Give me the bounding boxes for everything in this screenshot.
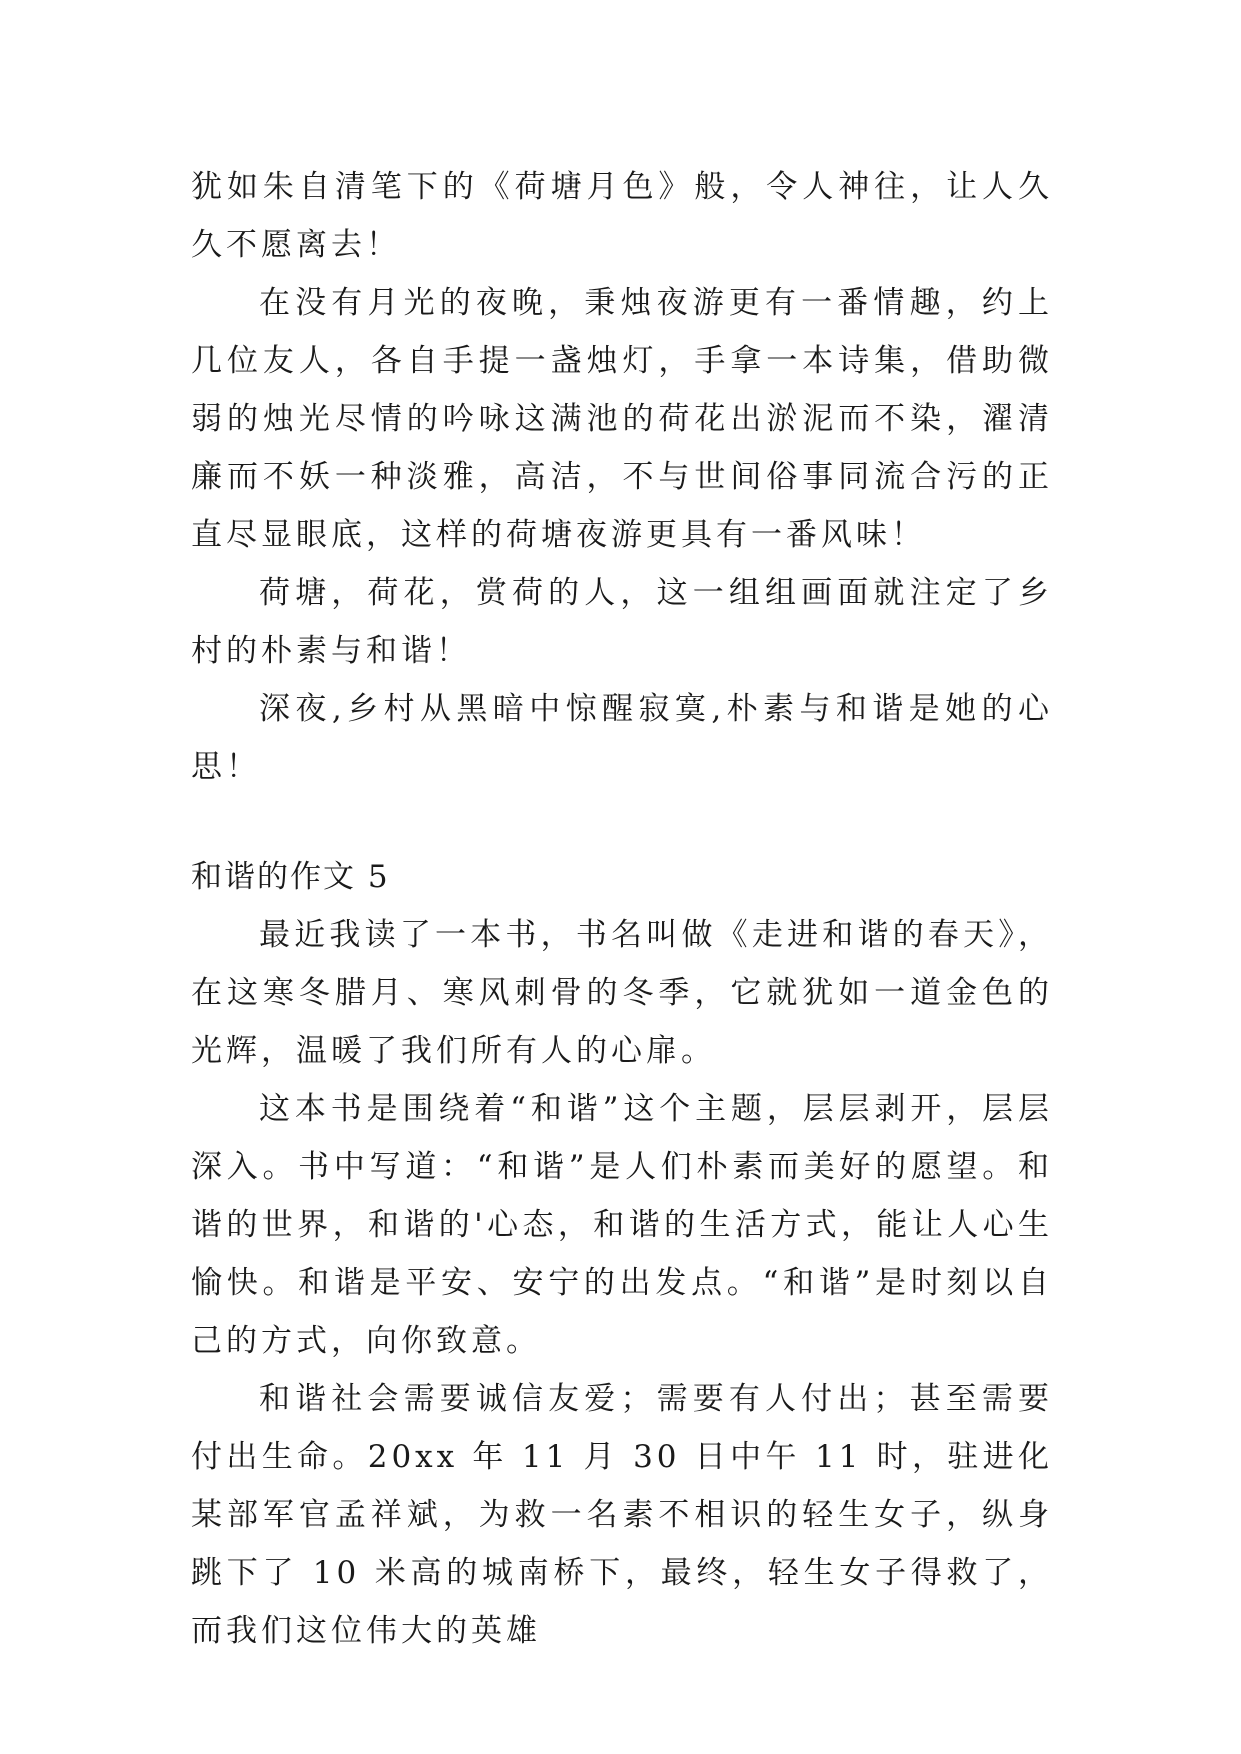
paragraph-b1: 这本书是围绕着“和谐”这个主题，层层剥开，层层深入。书中写道：“和谐”是人们朴素而美好的愿望。和谐的世界，和谐的'心态，和谐的生活方式，能让人心生愉快。和谐是平安、安宁的出发点。“和谐”是时刻以自己的方式，向你致意。 <box>191 1091 1053 1359</box>
paragraph-a2: 荷塘，荷花，赏荷的人，这一组组画面就注定了乡村的朴素与和谐！ <box>191 575 1053 669</box>
paragraph-b0: 最近我读了一本书，书名叫做《走进和谐的春天》，在这寒冬腊月、寒风刺骨的冬季，它就犹如一道金色的光辉，温暖了我们所有人的心扉。 <box>191 917 1053 1069</box>
paragraph-a1: 在没有月光的夜晚，秉烛夜游更有一番情趣，约上几位友人，各自手提一盏烛灯，手拿一本诗集，借助微弱的烛光尽情的吟咏这满池的荷花出淤泥而不染，濯清廉而不妖一种淡雅，高洁，不与世间俗事同流合污的正直尽显眼底，这样的荷塘夜游更具有一番风味！ <box>191 285 1053 553</box>
section-heading: 和谐的作文 5 <box>191 859 390 895</box>
paragraph-b2: 和谐社会需要诚信友爱；需要有人付出；甚至需要付出生命。20xx 年 11 月 30 日中午 11 时，驻进化某部军官孟祥斌，为救一名素不相识的轻生女子，纵身跳下了 10 米高的城南桥下，最终，轻生女子得救了，而我们这位伟大的英雄 <box>191 1381 1053 1649</box>
paragraph-a0: 犹如朱自清笔下的《荷塘月色》般，令人神往，让人久久不愿离去！ <box>191 169 1053 263</box>
document-body <box>191 158 1053 1660</box>
paragraph-a3: 深夜,乡村从黑暗中惊醒寂寞,朴素与和谐是她的心思！ <box>191 691 1053 785</box>
